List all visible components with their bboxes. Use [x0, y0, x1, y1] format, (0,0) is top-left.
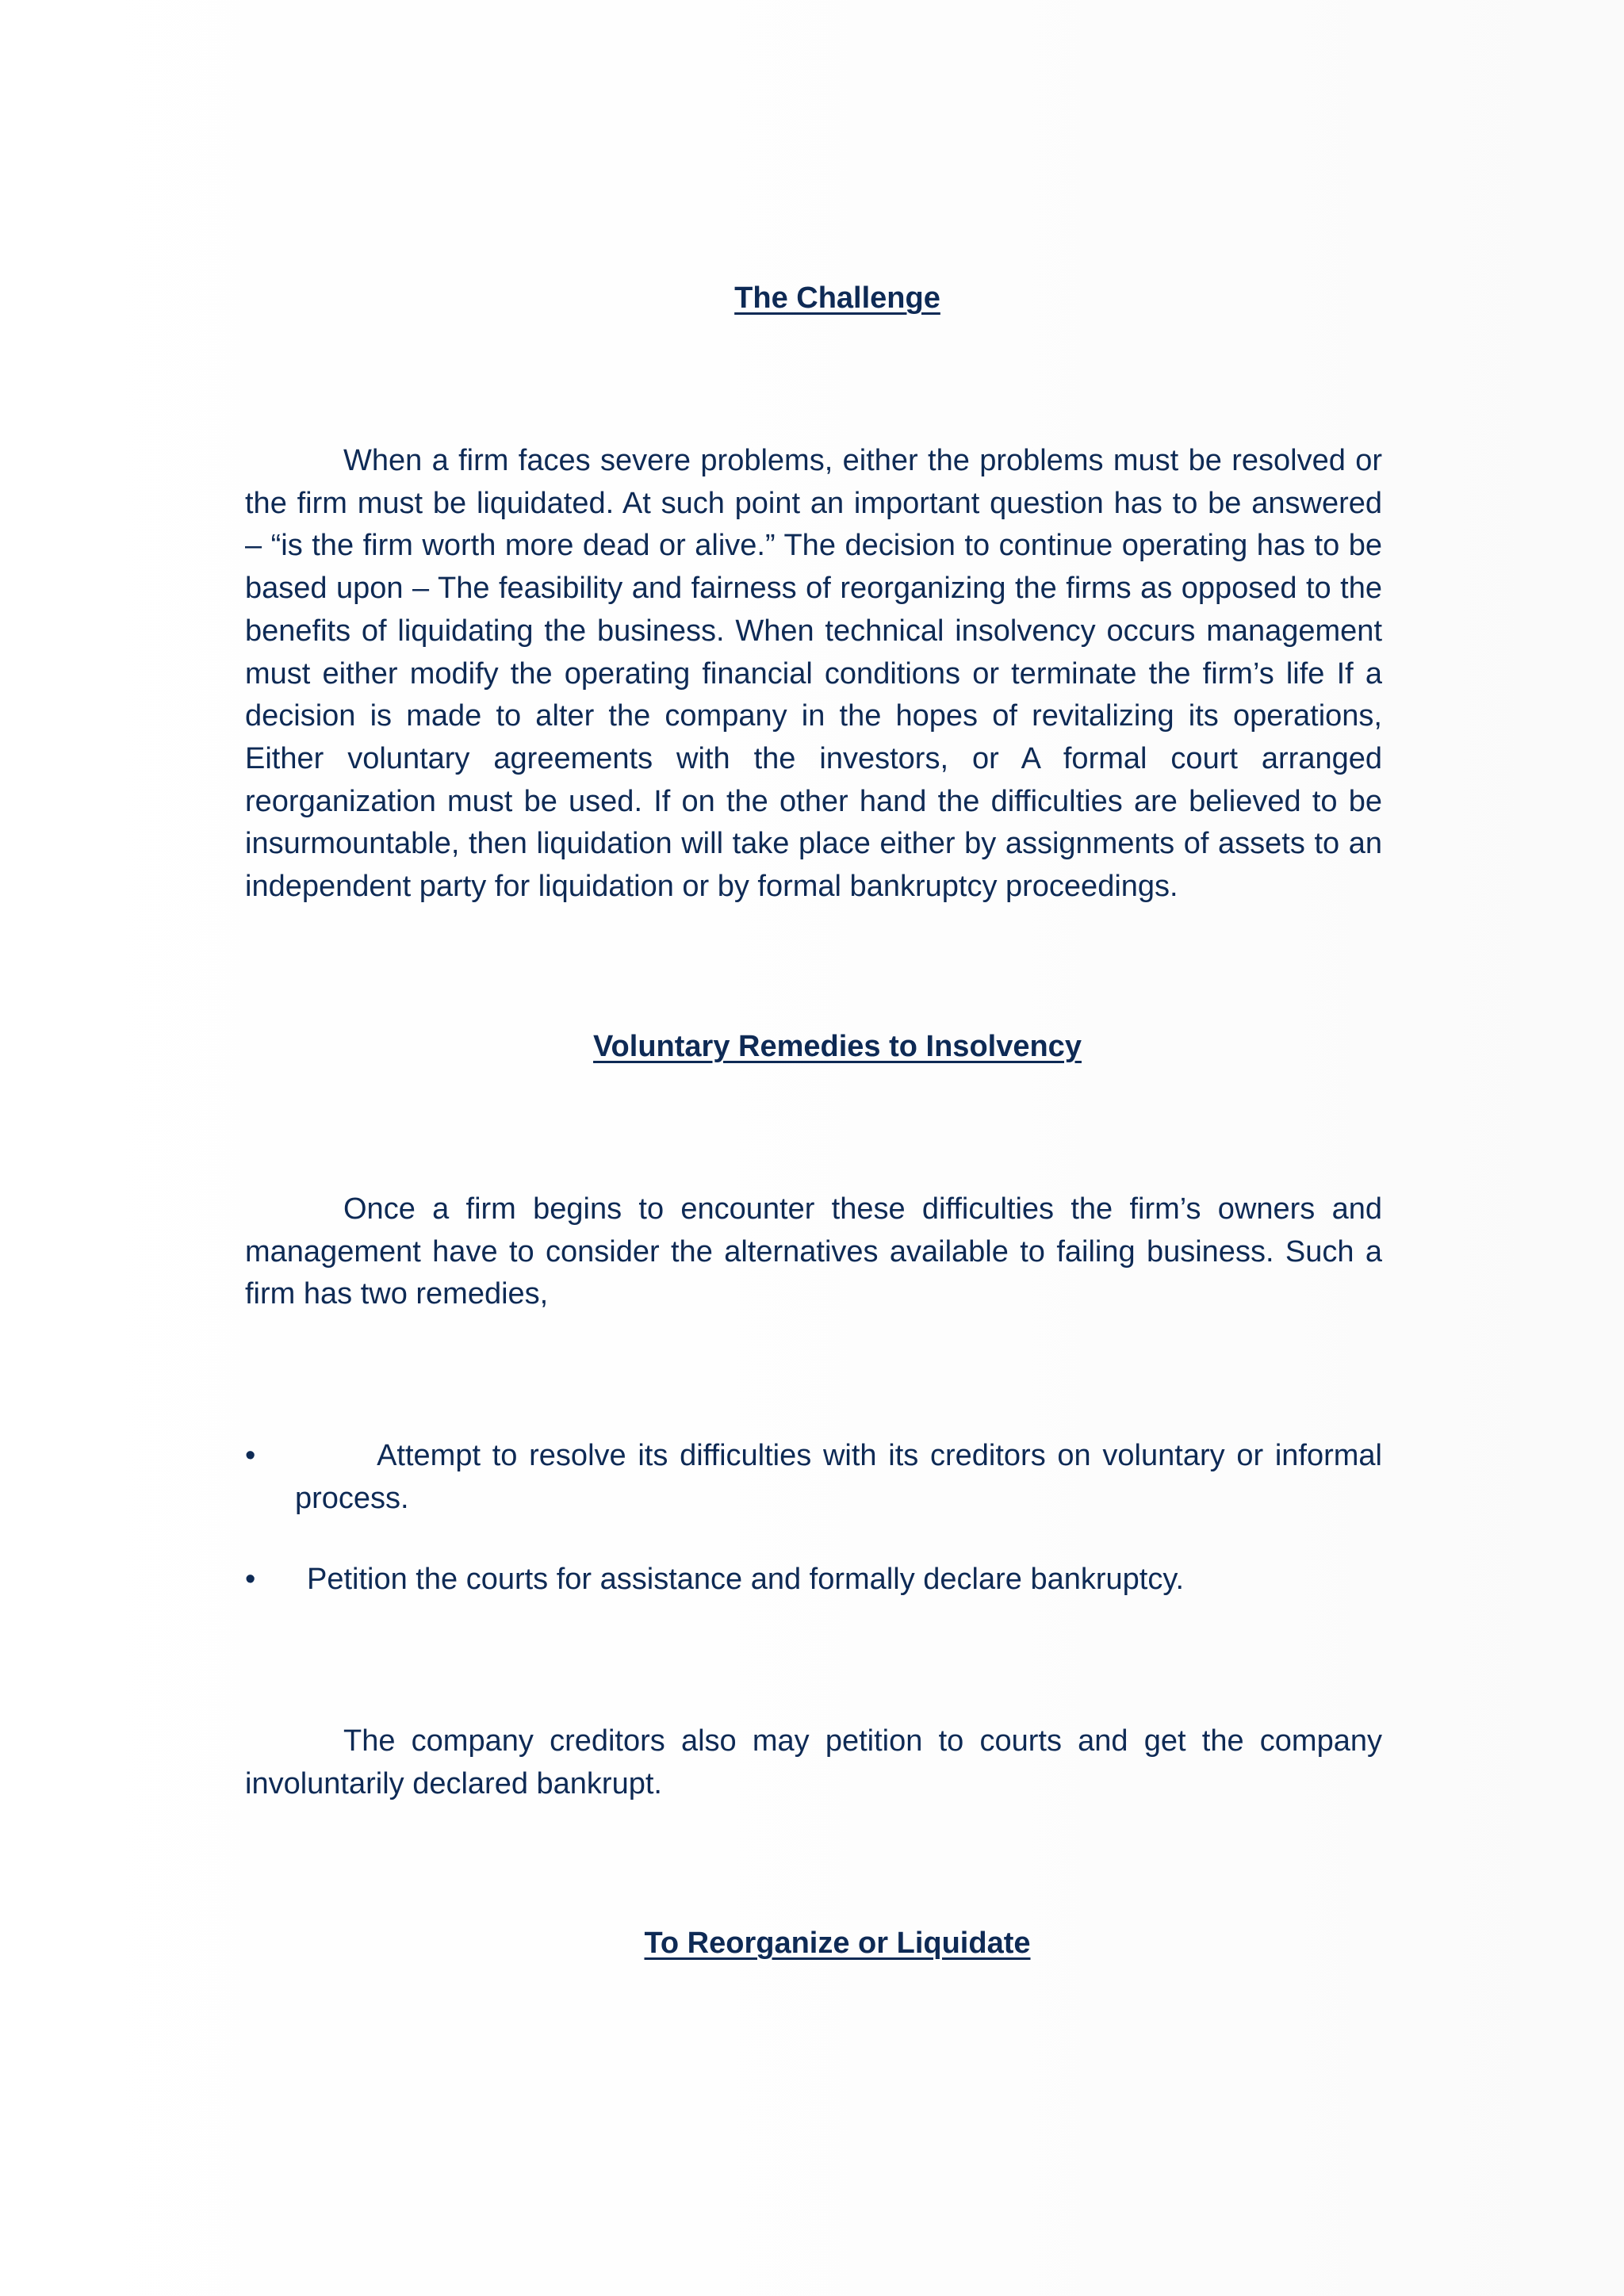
heading-reorganize-or-liquidate: To Reorganize or Liquidate: [644, 1927, 1031, 1960]
bullet-item-2: [245, 1559, 1382, 1601]
bullet-icon: •: [245, 1563, 256, 1596]
bullet-item-1: [245, 1435, 1382, 1520]
heading-voluntary-remedies: Voluntary Remedies to Insolvency: [593, 1030, 1082, 1063]
heading-the-challenge: The Challenge: [734, 281, 940, 315]
bullet-icon: •: [245, 1439, 256, 1472]
paragraph-voluntary-intro: Once a firm begins to encounter these difficulties the firm’s owners and management have to consider the alternatives available to failing business. Such a firm has two remedies,: [245, 1192, 1382, 1311]
bullet-text: Attempt to resolve its difficulties with its creditors on voluntary or informal process.: [295, 1439, 1382, 1515]
paragraph-challenge: When a firm faces severe problems, either the problems must be resolved or the firm must be liquidated. At such point an important question has to be answered – “is the firm worth more dead or alive.” The decision to continue operating has to be based upon – The feasibility and fairness of reorganizing the firms as opposed to the benefits of liquidating the business. When technical insolvency occurs management must either modify the operating financial conditions or terminate the firm’s life If a decision is made to alter the company in the hopes of revitalizing its operations, Either voluntary agreements with the investors, or A formal court arranged reorganization must be used. If on the other hand the difficulties are believed to be insurmountable, then liquidation will take place either by assignments of assets to an independent party for liquidation or by formal bankruptcy proceedings.: [245, 444, 1382, 904]
paragraph-creditors-petition: The company creditors also may petition to courts and get the company involuntarily declared bankrupt.: [245, 1724, 1382, 1800]
bullet-text: Petition the courts for assistance and formally declare bankruptcy.: [307, 1563, 1185, 1596]
